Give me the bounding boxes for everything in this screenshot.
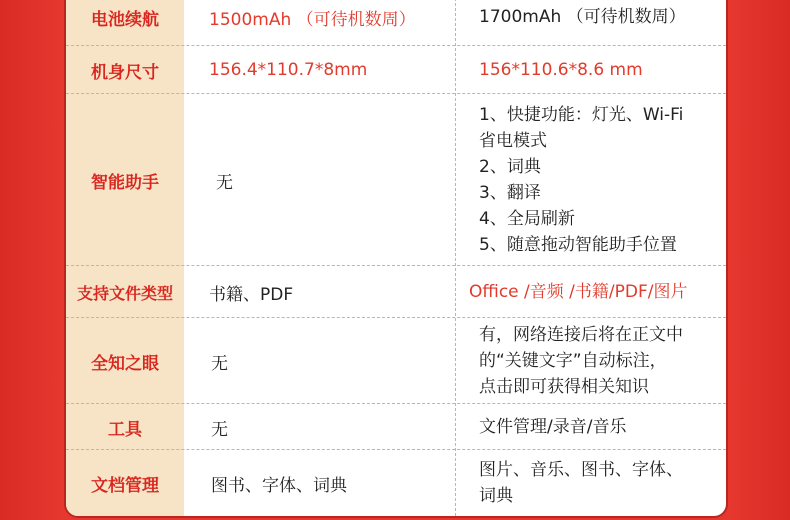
row-label: 文档管理 bbox=[91, 475, 159, 496]
feature-line: 点击即可获得相关知识 bbox=[479, 377, 649, 397]
feature-line: 词典 bbox=[479, 486, 513, 506]
feature-line: 图片、音乐、图书、字体、 bbox=[479, 460, 683, 480]
feature-line: 5、随意拖动智能助手位置 bbox=[479, 235, 677, 255]
feature-line: 1、快捷功能：灯光、Wi-Fi bbox=[479, 105, 684, 125]
new-model-value: Office /音频 /书籍/PDF/图片 bbox=[469, 282, 688, 302]
new-model-value: 文件管理/录音/音乐 bbox=[479, 417, 627, 437]
old-model-value: 无 bbox=[211, 353, 228, 374]
row-label: 支持文件类型 bbox=[76, 283, 173, 303]
old-model-value: 无 bbox=[216, 172, 233, 193]
feature-line: 省电模式 bbox=[479, 131, 547, 151]
row-label: 电池续航 bbox=[91, 9, 159, 30]
row-label: 全知之眼 bbox=[91, 353, 159, 374]
old-model-value: 1500mAh （可待机数周） bbox=[209, 9, 416, 30]
new-model-value bbox=[479, 450, 724, 516]
feature-line: 3、翻译 bbox=[479, 183, 541, 203]
table-row-file-types bbox=[66, 266, 726, 318]
new-model-value: 1700mAh （可待机数周） bbox=[479, 7, 686, 27]
feature-line: 2、词典 bbox=[479, 157, 541, 177]
new-model-value bbox=[479, 318, 724, 404]
old-model-value: 156.4*110.7*8mm bbox=[209, 60, 368, 80]
row-label: 工具 bbox=[108, 419, 142, 440]
row-label: 智能助手 bbox=[91, 172, 159, 193]
feature-line: 4、全局刷新 bbox=[479, 209, 575, 229]
new-model-value bbox=[479, 94, 724, 266]
old-model-value: 书籍、PDF bbox=[209, 284, 294, 305]
spec-comparison-table bbox=[64, 0, 728, 518]
old-model-value: 图书、字体、词典 bbox=[211, 475, 347, 496]
table-row-tools bbox=[66, 404, 726, 450]
table-row-omniscient-eye bbox=[66, 318, 726, 404]
table-row-dimensions bbox=[66, 46, 726, 94]
feature-line: 有，网络连接后将在正文中 bbox=[479, 325, 683, 345]
table-row-smart-assistant bbox=[66, 94, 726, 266]
table-row-battery bbox=[66, 0, 726, 46]
old-model-value: 无 bbox=[211, 419, 228, 440]
feature-line: 的“关键文字”自动标注， bbox=[479, 351, 667, 371]
new-model-value: 156*110.6*8.6 mm bbox=[479, 60, 643, 80]
row-label: 机身尺寸 bbox=[91, 62, 159, 83]
table-row-document-management bbox=[66, 450, 726, 516]
